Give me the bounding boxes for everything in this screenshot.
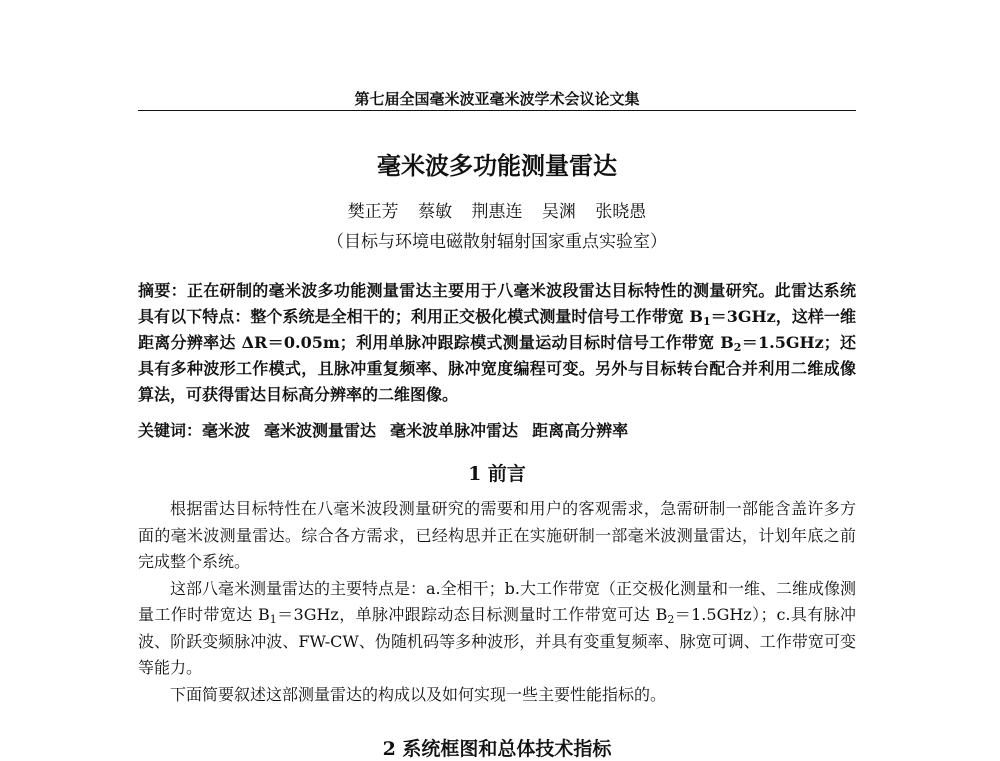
subscript: 2: [667, 613, 675, 626]
keywords-label: 关键词：: [138, 421, 203, 440]
paragraph: 根据雷达目标特性在八毫米波段测量研究的需要和用户的客观需求，急需研制一部能含盖许多方面的毫米波测量雷达。综合各方需求，已经构思并正在实施研制一部毫米波测量雷达，计划年底之前完成整个系统。: [138, 499, 856, 571]
author: 蔡敏: [418, 202, 453, 222]
abstract-label: 摘要：: [138, 281, 187, 300]
subscript: 1: [269, 613, 277, 626]
keyword: 毫米波单脉冲雷达: [390, 421, 519, 440]
keyword: 距离高分辨率: [532, 421, 629, 440]
header-rule: [138, 110, 856, 111]
section-body: [138, 496, 856, 708]
affiliation: （目标与环境电磁散射辐射国家重点实验室）: [327, 232, 667, 252]
paper-title: 毫米波多功能测量雷达: [377, 152, 617, 180]
keywords: [138, 418, 856, 441]
abstract: [138, 278, 856, 408]
subscript: 2: [733, 341, 742, 354]
subscript: 1: [702, 315, 711, 328]
running-header: 第七届全国毫米波亚毫米波学术会议论文集: [354, 90, 640, 108]
author: 吴渊: [541, 202, 576, 222]
keyword: 毫米波: [202, 421, 251, 440]
author: 樊正芳: [347, 202, 399, 222]
abstract-text: ＝1.5GHz；还具有多种波形工作模式，且脉冲重复频率、脉冲宽度编程可变。另外与目标转台配合并利用二维成像算法，可获得雷达目标高分辨率的二维图像。: [138, 333, 856, 404]
author: 张晓愚: [595, 202, 647, 222]
paragraph-text: 这部八毫米测量雷达的主要特点是：a.全相干；b.大工作带宽（正交极化测量和一维、二维成像测量工作时带宽达 B: [138, 578, 856, 624]
author: 荆惠连: [471, 202, 523, 222]
paragraph: 下面简要叙述这部测量雷达的构成以及如何实现一些主要性能指标的。: [170, 684, 667, 704]
author-list: [138, 197, 856, 222]
abstract-text: 正在研制的毫米波多功能测量雷达主要用于八毫米波段雷达目标特性的测量研究。此雷达系统具有以下特点：整个系统是全相干的；利用正交极化模式测量时信号工作带宽 B: [138, 281, 856, 326]
abstract-text: ＝3GHz，这样一维距离分辨率达 ΔR＝0.05m；利用单脉冲跟踪模式测量运动目标时信号工作带宽 B: [138, 307, 856, 352]
section-heading: 2 系统框图和总体技术指标: [382, 738, 612, 760]
paragraph-text: ＝3GHz，单脉冲跟踪动态目标测量时工作带宽可达 B: [276, 605, 668, 624]
section-heading: 1 前言: [468, 463, 526, 485]
paragraph-text: ＝1.5GHz）；c.具有脉冲波、阶跃变频脉冲波、FW-CW、伪随机码等多种波形，并具有变重复频率、脉宽可调、工作带宽可变等能力。: [138, 605, 856, 677]
paragraph: [138, 576, 856, 682]
keyword: 毫米波测量雷达: [264, 421, 377, 440]
